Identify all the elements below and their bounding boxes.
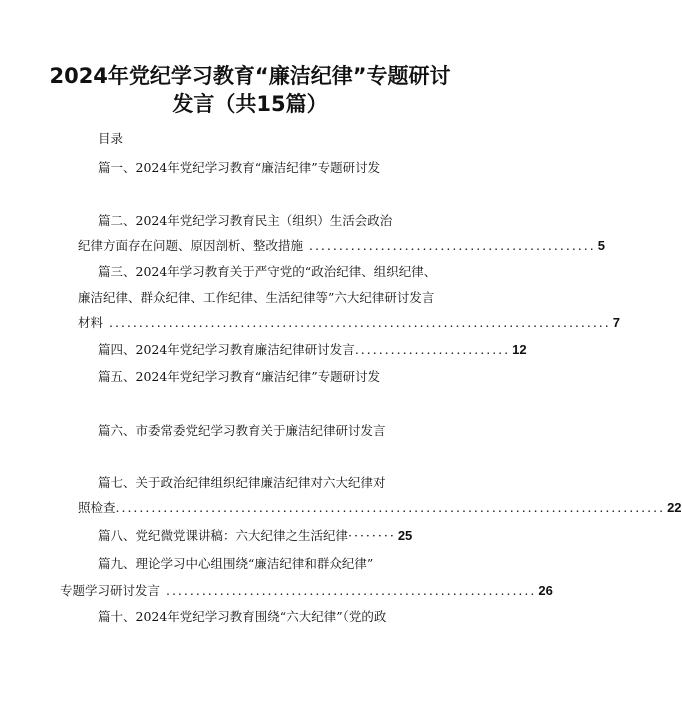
toc-entry-2-line-2[interactable] — [78, 237, 605, 255]
toc-entry-9-line-2[interactable] — [60, 582, 553, 600]
leader-dots: ................................................ — [303, 238, 596, 253]
toc-entry-4[interactable] — [98, 341, 527, 359]
toc-entry-9-page: 26 — [538, 583, 553, 598]
toc-entry-7-text: 照检查 — [78, 500, 116, 515]
toc-entry-7-page: 22 — [667, 500, 682, 515]
toc-entry-3-text: 材料 — [78, 315, 104, 330]
toc-entry-3-line-3[interactable] — [78, 314, 620, 332]
leader-dots: .................................................................................... — [103, 315, 611, 330]
toc-entry-10[interactable]: 篇十、2024年党纪学习教育围绕“六大纪律”（党的政 — [98, 609, 387, 624]
toc-entry-3-line-2[interactable]: 廉洁纪律、群众纪律、工作纪律、生活纪律等”六大纪律研讨发言 — [78, 290, 435, 305]
toc-entry-1[interactable]: 篇一、2024年党纪学习教育“廉洁纪律”专题研讨发 — [98, 160, 381, 175]
leader-dots: ............................................................................................ — [115, 500, 666, 515]
toc-entry-2-text: 纪律方面存在问题、原因剖析、整改措施 — [78, 238, 304, 253]
toc-entry-5[interactable]: 篇五、2024年党纪学习教育“廉洁纪律”专题研讨发 — [98, 369, 381, 384]
toc-entry-7-line-1[interactable]: 篇七、关于政治纪律组织纪律廉洁纪律对六大纪律对 — [98, 475, 386, 490]
leader-dots: .............................................................. — [160, 583, 537, 598]
toc-heading: 目录 — [98, 131, 124, 146]
leader-dots: ········ — [348, 528, 396, 543]
document-title-line-1: 2024年党纪学习教育“廉洁纪律”专题研讨 — [49, 64, 451, 88]
toc-entry-7-line-2[interactable] — [78, 499, 682, 517]
toc-entry-8[interactable] — [98, 527, 413, 545]
toc-entry-2-page: 5 — [597, 238, 605, 253]
toc-entry-4-text: 篇四、2024年党纪学习教育廉洁纪律研讨发言 — [98, 342, 355, 357]
toc-entry-3-page: 7 — [612, 315, 620, 330]
document-title-line-2: 发言（共15篇） — [172, 92, 328, 116]
toc-entry-4-page: 12 — [512, 342, 527, 357]
leader-dots: .......................... — [354, 342, 511, 357]
toc-entry-2-line-1[interactable]: 篇二、2024年党纪学习教育民主（组织）生活会政治 — [98, 213, 393, 228]
toc-entry-9-text: 专题学习研讨发言 — [60, 583, 161, 598]
toc-entry-9-line-1[interactable]: 篇九、理论学习中心组围绕“廉洁纪律和群众纪律” — [98, 556, 374, 571]
toc-entry-6[interactable]: 篇六、市委常委党纪学习教育关于廉洁纪律研讨发言 — [98, 423, 386, 438]
toc-entry-3-line-1[interactable]: 篇三、2024年学习教育关于严守党的“政治纪律、组织纪律、 — [98, 264, 437, 279]
toc-entry-8-text: 篇八、党纪微党课讲稿：六大纪律之生活纪律 — [98, 528, 349, 543]
toc-entry-8-page: 25 — [397, 528, 413, 543]
